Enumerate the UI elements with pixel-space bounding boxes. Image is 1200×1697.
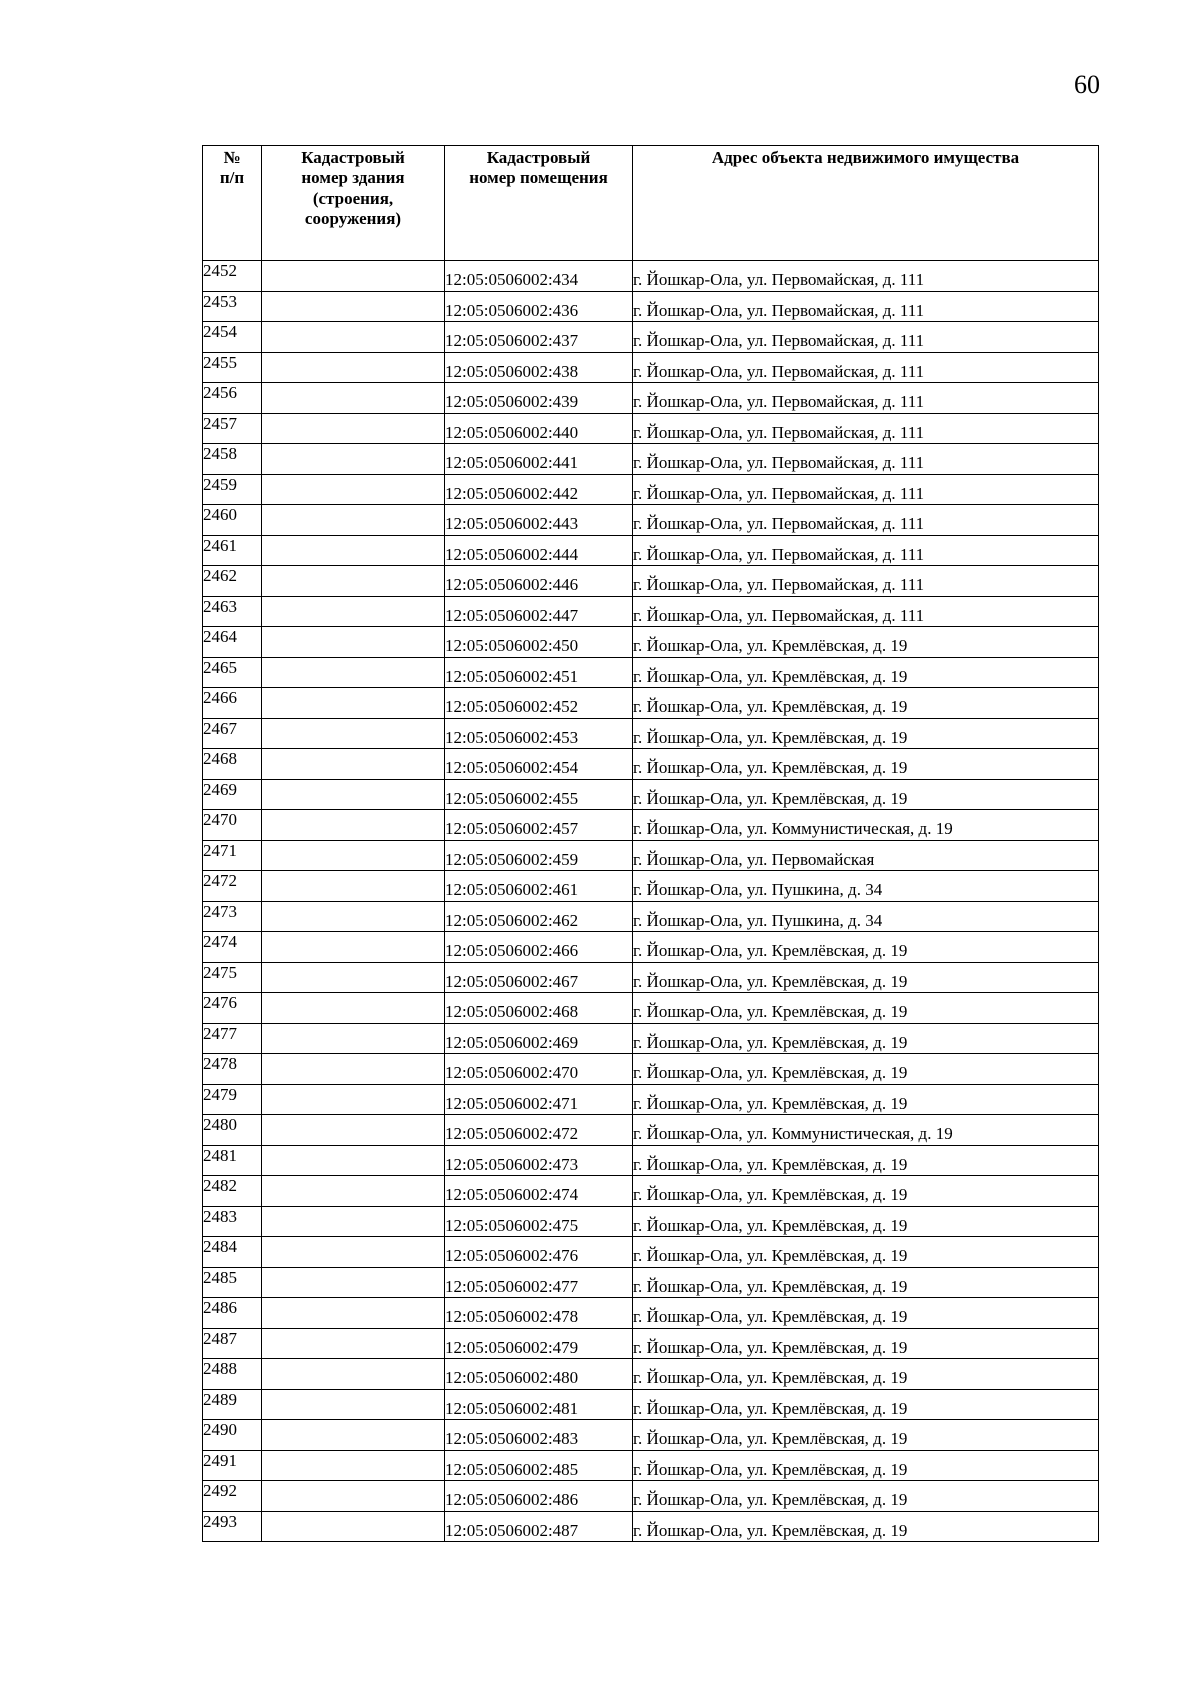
row-number: 2490 <box>203 1420 262 1451</box>
property-address: г. Йошкар-Ола, ул. Коммунистическая, д. 19 <box>633 810 1099 841</box>
room-cadastral-number: 12:05:0506002:477 <box>445 1267 633 1298</box>
property-address: г. Йошкар-Ола, ул. Первомайская, д. 111 <box>633 383 1099 414</box>
row-number: 2453 <box>203 291 262 322</box>
property-address: г. Йошкар-Ола, ул. Кремлёвская, д. 19 <box>633 688 1099 719</box>
room-cadastral-number: 12:05:0506002:466 <box>445 932 633 963</box>
row-number: 2469 <box>203 779 262 810</box>
property-address: г. Йошкар-Ола, ул. Кремлёвская, д. 19 <box>633 1023 1099 1054</box>
room-cadastral-number: 12:05:0506002:481 <box>445 1389 633 1420</box>
building-cadastral-number <box>262 810 445 841</box>
table-row <box>203 535 1099 566</box>
room-cadastral-number: 12:05:0506002:473 <box>445 1145 633 1176</box>
table-row <box>203 383 1099 414</box>
building-cadastral-number <box>262 1420 445 1451</box>
building-cadastral-number <box>262 383 445 414</box>
table-header-row <box>203 146 1099 261</box>
row-number: 2462 <box>203 566 262 597</box>
row-number: 2456 <box>203 383 262 414</box>
room-cadastral-number: 12:05:0506002:476 <box>445 1237 633 1268</box>
building-cadastral-number <box>262 932 445 963</box>
room-cadastral-number: 12:05:0506002:483 <box>445 1420 633 1451</box>
row-number: 2485 <box>203 1267 262 1298</box>
table-row <box>203 261 1099 292</box>
row-number: 2473 <box>203 901 262 932</box>
property-address: г. Йошкар-Ола, ул. Первомайская, д. 111 <box>633 261 1099 292</box>
building-cadastral-number <box>262 1298 445 1329</box>
building-cadastral-number <box>262 871 445 902</box>
building-cadastral-number <box>262 749 445 780</box>
table-row <box>203 871 1099 902</box>
building-cadastral-number <box>262 444 445 475</box>
building-cadastral-number <box>262 840 445 871</box>
building-cadastral-number <box>262 1084 445 1115</box>
room-cadastral-number: 12:05:0506002:437 <box>445 322 633 353</box>
table-row <box>203 1206 1099 1237</box>
property-address: г. Йошкар-Ола, ул. Кремлёвская, д. 19 <box>633 1267 1099 1298</box>
room-cadastral-number: 12:05:0506002:439 <box>445 383 633 414</box>
table-row <box>203 932 1099 963</box>
room-cadastral-number: 12:05:0506002:468 <box>445 993 633 1024</box>
row-number: 2487 <box>203 1328 262 1359</box>
room-cadastral-number: 12:05:0506002:467 <box>445 962 633 993</box>
row-number: 2477 <box>203 1023 262 1054</box>
table-row <box>203 352 1099 383</box>
table-row <box>203 1115 1099 1146</box>
row-number: 2467 <box>203 718 262 749</box>
table-row <box>203 1084 1099 1115</box>
room-cadastral-number: 12:05:0506002:440 <box>445 413 633 444</box>
property-address: г. Йошкар-Ола, ул. Первомайская, д. 111 <box>633 566 1099 597</box>
table-row <box>203 993 1099 1024</box>
room-cadastral-number: 12:05:0506002:474 <box>445 1176 633 1207</box>
property-registry-table <box>202 145 1099 1542</box>
table-row <box>203 444 1099 475</box>
property-address: г. Йошкар-Ола, ул. Кремлёвская, д. 19 <box>633 1206 1099 1237</box>
row-number: 2478 <box>203 1054 262 1085</box>
building-cadastral-number <box>262 1389 445 1420</box>
room-cadastral-number: 12:05:0506002:471 <box>445 1084 633 1115</box>
row-number: 2466 <box>203 688 262 719</box>
table-row <box>203 779 1099 810</box>
property-address: г. Йошкар-Ола, ул. Кремлёвская, д. 19 <box>633 657 1099 688</box>
row-number: 2491 <box>203 1450 262 1481</box>
table-row <box>203 1298 1099 1329</box>
room-cadastral-number: 12:05:0506002:486 <box>445 1481 633 1512</box>
property-address: г. Йошкар-Ола, ул. Первомайская, д. 111 <box>633 444 1099 475</box>
building-cadastral-number <box>262 1328 445 1359</box>
room-cadastral-number: 12:05:0506002:457 <box>445 810 633 841</box>
building-cadastral-number <box>262 1145 445 1176</box>
building-cadastral-number <box>262 566 445 597</box>
row-number: 2472 <box>203 871 262 902</box>
building-cadastral-number <box>262 1511 445 1542</box>
building-cadastral-number <box>262 596 445 627</box>
row-number: 2465 <box>203 657 262 688</box>
building-cadastral-number <box>262 1206 445 1237</box>
table-row <box>203 1176 1099 1207</box>
building-cadastral-number <box>262 1176 445 1207</box>
room-cadastral-number: 12:05:0506002:462 <box>445 901 633 932</box>
property-address: г. Йошкар-Ола, ул. Кремлёвская, д. 19 <box>633 1237 1099 1268</box>
table-row <box>203 901 1099 932</box>
row-number: 2464 <box>203 627 262 658</box>
property-address: г. Йошкар-Ола, ул. Первомайская, д. 111 <box>633 413 1099 444</box>
header-num: № п/п <box>203 146 262 261</box>
table-row <box>203 1237 1099 1268</box>
room-cadastral-number: 12:05:0506002:472 <box>445 1115 633 1146</box>
room-cadastral-number: 12:05:0506002:444 <box>445 535 633 566</box>
building-cadastral-number <box>262 505 445 536</box>
row-number: 2481 <box>203 1145 262 1176</box>
building-cadastral-number <box>262 993 445 1024</box>
row-number: 2468 <box>203 749 262 780</box>
property-address: г. Йошкар-Ола, ул. Кремлёвская, д. 19 <box>633 1176 1099 1207</box>
table-row <box>203 1359 1099 1390</box>
row-number: 2475 <box>203 962 262 993</box>
property-address: г. Йошкар-Ола, ул. Кремлёвская, д. 19 <box>633 718 1099 749</box>
building-cadastral-number <box>262 413 445 444</box>
room-cadastral-number: 12:05:0506002:459 <box>445 840 633 871</box>
table-row <box>203 566 1099 597</box>
property-address: г. Йошкар-Ола, ул. Кремлёвская, д. 19 <box>633 779 1099 810</box>
table-row <box>203 627 1099 658</box>
row-number: 2457 <box>203 413 262 444</box>
property-address: г. Йошкар-Ола, ул. Пушкина, д. 34 <box>633 871 1099 902</box>
table-row <box>203 1054 1099 1085</box>
property-address: г. Йошкар-Ола, ул. Кремлёвская, д. 19 <box>633 1450 1099 1481</box>
building-cadastral-number <box>262 1023 445 1054</box>
property-address: г. Йошкар-Ола, ул. Первомайская, д. 111 <box>633 505 1099 536</box>
building-cadastral-number <box>262 657 445 688</box>
row-number: 2454 <box>203 322 262 353</box>
building-cadastral-number <box>262 352 445 383</box>
table-row <box>203 413 1099 444</box>
property-address: г. Йошкар-Ола, ул. Первомайская, д. 111 <box>633 352 1099 383</box>
table-row <box>203 749 1099 780</box>
property-address: г. Йошкар-Ола, ул. Кремлёвская, д. 19 <box>633 993 1099 1024</box>
building-cadastral-number <box>262 261 445 292</box>
building-cadastral-number <box>262 1359 445 1390</box>
room-cadastral-number: 12:05:0506002:438 <box>445 352 633 383</box>
table-row <box>203 1481 1099 1512</box>
building-cadastral-number <box>262 718 445 749</box>
room-cadastral-number: 12:05:0506002:480 <box>445 1359 633 1390</box>
header-address: Адрес объекта недвижимого имущества <box>633 146 1099 261</box>
row-number: 2458 <box>203 444 262 475</box>
building-cadastral-number <box>262 1054 445 1085</box>
row-number: 2488 <box>203 1359 262 1390</box>
row-number: 2470 <box>203 810 262 841</box>
row-number: 2479 <box>203 1084 262 1115</box>
building-cadastral-number <box>262 1115 445 1146</box>
header-room-cadastral: Кадастровый номер помещения <box>445 146 633 261</box>
room-cadastral-number: 12:05:0506002:485 <box>445 1450 633 1481</box>
table-row <box>203 1328 1099 1359</box>
row-number: 2455 <box>203 352 262 383</box>
row-number: 2482 <box>203 1176 262 1207</box>
table-row <box>203 657 1099 688</box>
page-number: 60 <box>1074 70 1100 99</box>
row-number: 2476 <box>203 993 262 1024</box>
building-cadastral-number <box>262 291 445 322</box>
room-cadastral-number: 12:05:0506002:434 <box>445 261 633 292</box>
row-number: 2461 <box>203 535 262 566</box>
table-row <box>203 291 1099 322</box>
building-cadastral-number <box>262 474 445 505</box>
table-row <box>203 596 1099 627</box>
property-address: г. Йошкар-Ола, ул. Кремлёвская, д. 19 <box>633 1481 1099 1512</box>
row-number: 2460 <box>203 505 262 536</box>
room-cadastral-number: 12:05:0506002:436 <box>445 291 633 322</box>
property-address: г. Йошкар-Ола, ул. Кремлёвская, д. 19 <box>633 1359 1099 1390</box>
building-cadastral-number <box>262 688 445 719</box>
building-cadastral-number <box>262 322 445 353</box>
header-building-cadastral: Кадастровый номер здания (строения, сооружения) <box>262 146 445 261</box>
room-cadastral-number: 12:05:0506002:443 <box>445 505 633 536</box>
row-number: 2474 <box>203 932 262 963</box>
row-number: 2484 <box>203 1237 262 1268</box>
property-address: г. Йошкар-Ола, ул. Пушкина, д. 34 <box>633 901 1099 932</box>
table-row <box>203 1511 1099 1542</box>
row-number: 2493 <box>203 1511 262 1542</box>
room-cadastral-number: 12:05:0506002:446 <box>445 566 633 597</box>
room-cadastral-number: 12:05:0506002:475 <box>445 1206 633 1237</box>
room-cadastral-number: 12:05:0506002:479 <box>445 1328 633 1359</box>
property-address: г. Йошкар-Ола, ул. Кремлёвская, д. 19 <box>633 962 1099 993</box>
room-cadastral-number: 12:05:0506002:469 <box>445 1023 633 1054</box>
table-row <box>203 1420 1099 1451</box>
room-cadastral-number: 12:05:0506002:452 <box>445 688 633 719</box>
property-address: г. Йошкар-Ола, ул. Первомайская, д. 111 <box>633 474 1099 505</box>
property-address: г. Йошкар-Ола, ул. Первомайская, д. 111 <box>633 322 1099 353</box>
table-row <box>203 718 1099 749</box>
table-row <box>203 1267 1099 1298</box>
row-number: 2492 <box>203 1481 262 1512</box>
table-row <box>203 840 1099 871</box>
building-cadastral-number <box>262 962 445 993</box>
property-address: г. Йошкар-Ола, ул. Кремлёвская, д. 19 <box>633 1054 1099 1085</box>
table-body <box>203 261 1099 1542</box>
table-row <box>203 1389 1099 1420</box>
building-cadastral-number <box>262 627 445 658</box>
property-address: г. Йошкар-Ола, ул. Кремлёвская, д. 19 <box>633 1420 1099 1451</box>
table-row <box>203 1023 1099 1054</box>
property-address: г. Йошкар-Ола, ул. Кремлёвская, д. 19 <box>633 932 1099 963</box>
room-cadastral-number: 12:05:0506002:450 <box>445 627 633 658</box>
table-row <box>203 810 1099 841</box>
table-row <box>203 474 1099 505</box>
room-cadastral-number: 12:05:0506002:441 <box>445 444 633 475</box>
property-address: г. Йошкар-Ола, ул. Кремлёвская, д. 19 <box>633 627 1099 658</box>
property-address: г. Йошкар-Ола, ул. Кремлёвская, д. 19 <box>633 1389 1099 1420</box>
room-cadastral-number: 12:05:0506002:478 <box>445 1298 633 1329</box>
room-cadastral-number: 12:05:0506002:487 <box>445 1511 633 1542</box>
row-number: 2489 <box>203 1389 262 1420</box>
room-cadastral-number: 12:05:0506002:454 <box>445 749 633 780</box>
room-cadastral-number: 12:05:0506002:453 <box>445 718 633 749</box>
room-cadastral-number: 12:05:0506002:447 <box>445 596 633 627</box>
table-row <box>203 1450 1099 1481</box>
row-number: 2471 <box>203 840 262 871</box>
building-cadastral-number <box>262 779 445 810</box>
room-cadastral-number: 12:05:0506002:470 <box>445 1054 633 1085</box>
room-cadastral-number: 12:05:0506002:451 <box>445 657 633 688</box>
room-cadastral-number: 12:05:0506002:461 <box>445 871 633 902</box>
building-cadastral-number <box>262 1450 445 1481</box>
property-address: г. Йошкар-Ола, ул. Первомайская, д. 111 <box>633 291 1099 322</box>
property-address: г. Йошкар-Ола, ул. Кремлёвская, д. 19 <box>633 1145 1099 1176</box>
property-address: г. Йошкар-Ола, ул. Первомайская <box>633 840 1099 871</box>
row-number: 2480 <box>203 1115 262 1146</box>
table-row <box>203 688 1099 719</box>
table-row <box>203 962 1099 993</box>
building-cadastral-number <box>262 1481 445 1512</box>
row-number: 2483 <box>203 1206 262 1237</box>
property-address: г. Йошкар-Ола, ул. Коммунистическая, д. 19 <box>633 1115 1099 1146</box>
property-address: г. Йошкар-Ола, ул. Кремлёвская, д. 19 <box>633 1298 1099 1329</box>
property-address: г. Йошкар-Ола, ул. Кремлёвская, д. 19 <box>633 1511 1099 1542</box>
property-address: г. Йошкар-Ола, ул. Первомайская, д. 111 <box>633 596 1099 627</box>
room-cadastral-number: 12:05:0506002:442 <box>445 474 633 505</box>
row-number: 2463 <box>203 596 262 627</box>
row-number: 2459 <box>203 474 262 505</box>
property-address: г. Йошкар-Ола, ул. Первомайская, д. 111 <box>633 535 1099 566</box>
room-cadastral-number: 12:05:0506002:455 <box>445 779 633 810</box>
row-number: 2452 <box>203 261 262 292</box>
building-cadastral-number <box>262 1267 445 1298</box>
property-address: г. Йошкар-Ола, ул. Кремлёвская, д. 19 <box>633 749 1099 780</box>
table-row <box>203 505 1099 536</box>
building-cadastral-number <box>262 535 445 566</box>
building-cadastral-number <box>262 1237 445 1268</box>
property-address: г. Йошкар-Ола, ул. Кремлёвская, д. 19 <box>633 1328 1099 1359</box>
property-address: г. Йошкар-Ола, ул. Кремлёвская, д. 19 <box>633 1084 1099 1115</box>
table-row <box>203 1145 1099 1176</box>
table-row <box>203 322 1099 353</box>
building-cadastral-number <box>262 901 445 932</box>
row-number: 2486 <box>203 1298 262 1329</box>
